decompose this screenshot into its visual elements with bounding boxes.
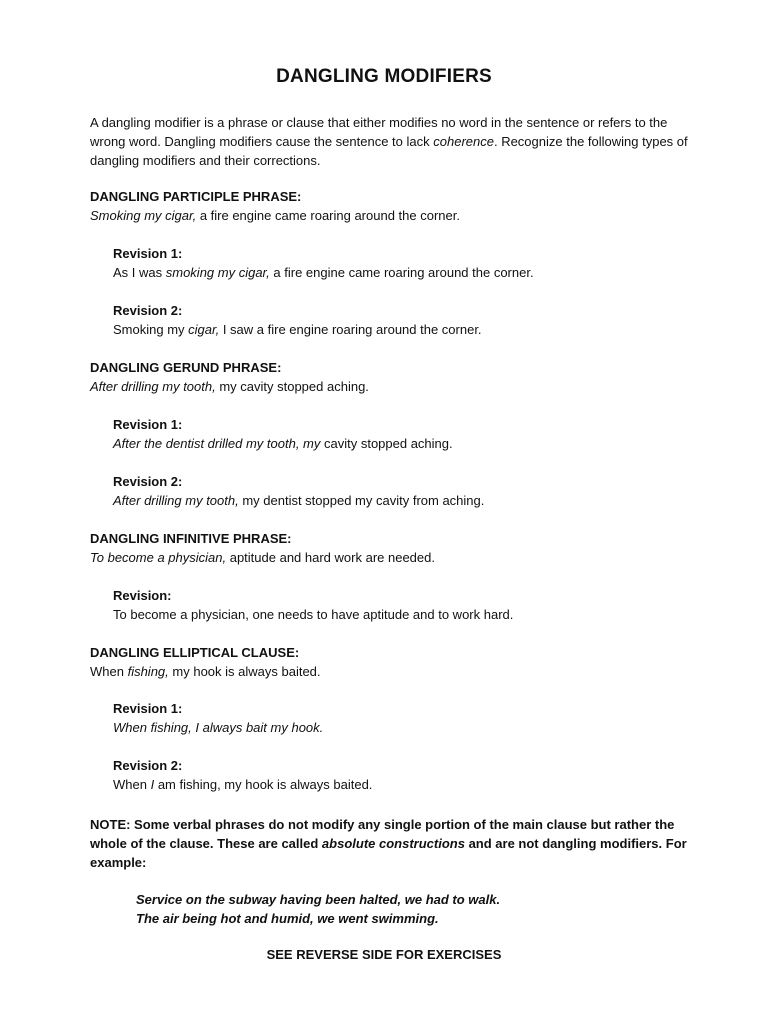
participle-r1-em: smoking my cigar, xyxy=(165,265,270,280)
elliptical-revision2-text xyxy=(113,777,372,792)
intro-paragraph xyxy=(90,113,690,170)
participle-revision2-text xyxy=(113,322,482,337)
infinitive-revision-label: Revision: xyxy=(113,588,172,603)
elliptical-example xyxy=(90,664,321,679)
infinitive-example xyxy=(90,550,435,565)
participle-r2-t2: I saw a fire engine roaring around the corner. xyxy=(219,322,482,337)
gerund-revision2-label: Revision 2: xyxy=(113,474,183,489)
participle-heading: DANGLING PARTICIPLE PHRASE: xyxy=(90,189,302,204)
absolute-example-2: The air being hot and humid, we went swimming. xyxy=(136,911,439,926)
note-text-1: NOTE: Some verbal phrases do not modify any single portion of the main clause but rather the whole of the clause. These are called xyxy=(90,817,675,851)
gerund-r1-em: After the dentist drilled my tooth, my xyxy=(113,436,321,451)
elliptical-heading: DANGLING ELLIPTICAL CLAUSE: xyxy=(90,645,300,660)
gerund-r2-t: my dentist stopped my cavity from aching. xyxy=(238,493,485,508)
infinitive-example-em: To become a physician, xyxy=(90,550,227,565)
gerund-r1-t: cavity stopped aching. xyxy=(320,436,453,451)
participle-r1-t2: a fire engine came roaring around the corner. xyxy=(269,265,534,280)
page-title: DANGLING MODIFIERS xyxy=(276,66,492,87)
elliptical-example-em: fishing, xyxy=(127,664,169,679)
participle-r1-t1: As I was xyxy=(113,265,166,280)
gerund-example-text: my cavity stopped aching. xyxy=(215,379,369,394)
intro-emphasis: coherence xyxy=(433,134,494,149)
gerund-heading: DANGLING GERUND PHRASE: xyxy=(90,360,282,375)
note-text-2: and are not dangling modifiers. For example: xyxy=(90,836,687,870)
participle-example-text: a fire engine came roaring around the corner. xyxy=(196,208,460,223)
infinitive-example-text: aptitude and hard work are needed. xyxy=(226,550,435,565)
elliptical-r2-em: I xyxy=(150,777,155,792)
infinitive-heading: DANGLING INFINITIVE PHRASE: xyxy=(90,531,292,546)
participle-r2-em: cigar, xyxy=(188,322,220,337)
gerund-revision1-text xyxy=(113,436,453,451)
infinitive-revision-text: To become a physician, one needs to have aptitude and to work hard. xyxy=(113,607,514,622)
elliptical-r1-em: When fishing, I always bait my hook. xyxy=(113,720,324,735)
note-paragraph xyxy=(90,815,690,872)
note-emphasis: absolute constructions xyxy=(321,836,465,851)
footer-note: SEE REVERSE SIDE FOR EXERCISES xyxy=(266,947,502,962)
gerund-r2-em: After drilling my tooth, xyxy=(113,493,239,508)
participle-revision1-text xyxy=(113,265,534,280)
intro-text-1: A dangling modifier is a phrase or clause that either modifies no word in the sentence or refers to the wrong word. Dangling modifiers cause the sentence to lack xyxy=(90,115,668,149)
participle-revision2-label: Revision 2: xyxy=(113,303,183,318)
gerund-revision2-text xyxy=(113,493,484,508)
elliptical-revision2-label: Revision 2: xyxy=(113,758,183,773)
elliptical-r2-t1: When xyxy=(113,777,151,792)
elliptical-revision1-text xyxy=(113,720,323,735)
participle-example-em: Smoking my cigar, xyxy=(90,208,197,223)
participle-revision1-label: Revision 1: xyxy=(113,246,183,261)
elliptical-example-t2: my hook is always baited. xyxy=(168,664,321,679)
gerund-example xyxy=(90,379,369,394)
participle-example xyxy=(90,208,460,223)
gerund-revision1-label: Revision 1: xyxy=(113,417,183,432)
participle-r2-t1: Smoking my xyxy=(113,322,189,337)
elliptical-example-t1: When xyxy=(90,664,128,679)
absolute-example-1: Service on the subway having been halted, we had to walk. xyxy=(136,892,501,907)
intro-text-2: . Recognize the following types of dangling modifiers and their corrections. xyxy=(90,134,688,168)
elliptical-revision1-label: Revision 1: xyxy=(113,701,183,716)
gerund-example-em: After drilling my tooth, xyxy=(90,379,216,394)
elliptical-r2-t2: am fishing, my hook is always baited. xyxy=(154,777,373,792)
